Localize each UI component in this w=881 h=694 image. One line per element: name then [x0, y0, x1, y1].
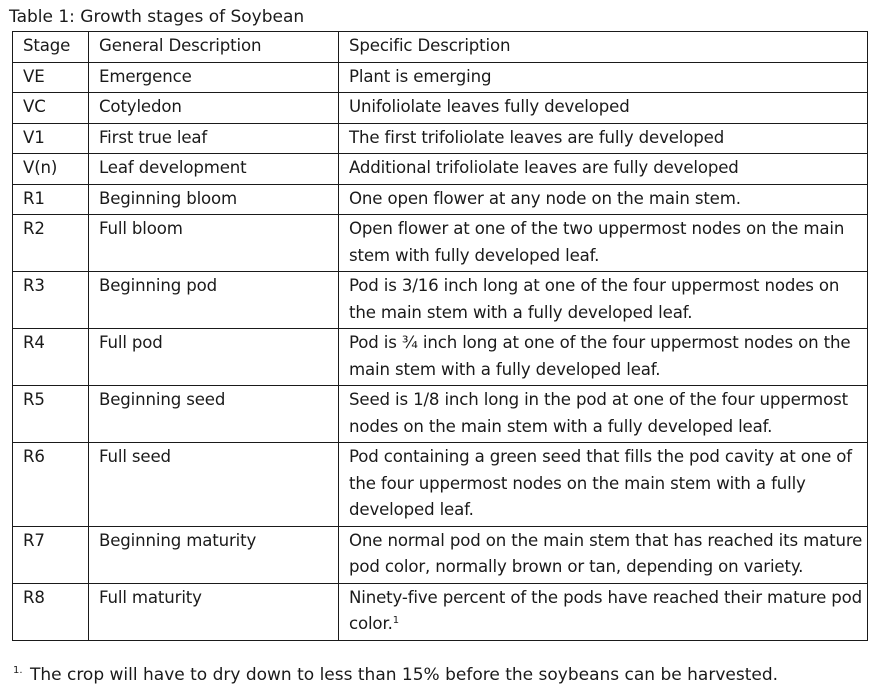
specific-description-cell: One normal pod on the main stem that has reached its mature pod color, normally brown or tan, depending on variety. — [339, 526, 868, 583]
table-row — [13, 386, 868, 443]
specific-description-cell: Plant is emerging — [339, 62, 868, 93]
stage-cell: R4 — [13, 329, 89, 386]
table-row — [13, 184, 868, 215]
general-description-cell: Beginning bloom — [89, 184, 339, 215]
stage-cell: R1 — [13, 184, 89, 215]
general-description-cell: Emergence — [89, 62, 339, 93]
header-specific-description: Specific Description — [339, 32, 868, 63]
footnote-reference: 1 — [392, 615, 399, 626]
table-row — [13, 443, 868, 527]
general-description-cell: Beginning pod — [89, 272, 339, 329]
table-row — [13, 123, 868, 154]
header-stage: Stage — [13, 32, 89, 63]
general-description-cell: Leaf development — [89, 154, 339, 185]
stage-cell: R5 — [13, 386, 89, 443]
stage-cell: VE — [13, 62, 89, 93]
specific-description-cell: One open flower at any node on the main stem. — [339, 184, 868, 215]
specific-description-text: Ninety-five percent of the pods have reached their mature pod color. — [349, 587, 863, 633]
specific-description-cell: The first trifoliolate leaves are fully developed — [339, 123, 868, 154]
stage-cell: V1 — [13, 123, 89, 154]
stage-cell: VC — [13, 93, 89, 124]
header-general-description: General Description — [89, 32, 339, 63]
footnote — [13, 663, 778, 687]
specific-description-cell: Pod is ¾ inch long at one of the four uppermost nodes on the main stem with a fully developed leaf. — [339, 329, 868, 386]
stage-cell: R6 — [13, 443, 89, 527]
specific-description-cell: Unifoliolate leaves fully developed — [339, 93, 868, 124]
general-description-cell: First true leaf — [89, 123, 339, 154]
table-row — [13, 272, 868, 329]
stage-cell: R3 — [13, 272, 89, 329]
table-row — [13, 215, 868, 272]
table-caption: Table 1: Growth stages of Soybean — [9, 7, 305, 27]
table-row — [13, 329, 868, 386]
general-description-cell: Full maturity — [89, 583, 339, 640]
specific-description-cell — [339, 583, 868, 640]
table-row — [13, 154, 868, 185]
stage-cell: R7 — [13, 526, 89, 583]
general-description-cell: Full bloom — [89, 215, 339, 272]
table-row — [13, 583, 868, 640]
general-description-cell: Beginning seed — [89, 386, 339, 443]
general-description-cell: Full seed — [89, 443, 339, 527]
footnote-marker: 1. — [13, 665, 23, 676]
table-header-row — [13, 32, 868, 63]
stage-cell: R2 — [13, 215, 89, 272]
stage-cell: V(n) — [13, 154, 89, 185]
table-row — [13, 62, 868, 93]
table-row — [13, 526, 868, 583]
table-row — [13, 93, 868, 124]
specific-description-cell: Pod is 3/16 inch long at one of the four uppermost nodes on the main stem with a fully developed leaf. — [339, 272, 868, 329]
growth-stages-table — [12, 31, 868, 641]
specific-description-cell: Additional trifoliolate leaves are fully developed — [339, 154, 868, 185]
specific-description-cell: Seed is 1/8 inch long in the pod at one of the four uppermost nodes on the main stem with a fully developed leaf. — [339, 386, 868, 443]
stage-cell: R8 — [13, 583, 89, 640]
specific-description-cell: Open flower at one of the two uppermost nodes on the main stem with fully developed leaf. — [339, 215, 868, 272]
footnote-text: The crop will have to dry down to less than 15% before the soybeans can be harvested. — [29, 665, 779, 685]
general-description-cell: Full pod — [89, 329, 339, 386]
general-description-cell: Cotyledon — [89, 93, 339, 124]
general-description-cell: Beginning maturity — [89, 526, 339, 583]
specific-description-cell: Pod containing a green seed that fills the pod cavity at one of the four uppermost nodes on the main stem with a fully developed leaf. — [339, 443, 868, 527]
